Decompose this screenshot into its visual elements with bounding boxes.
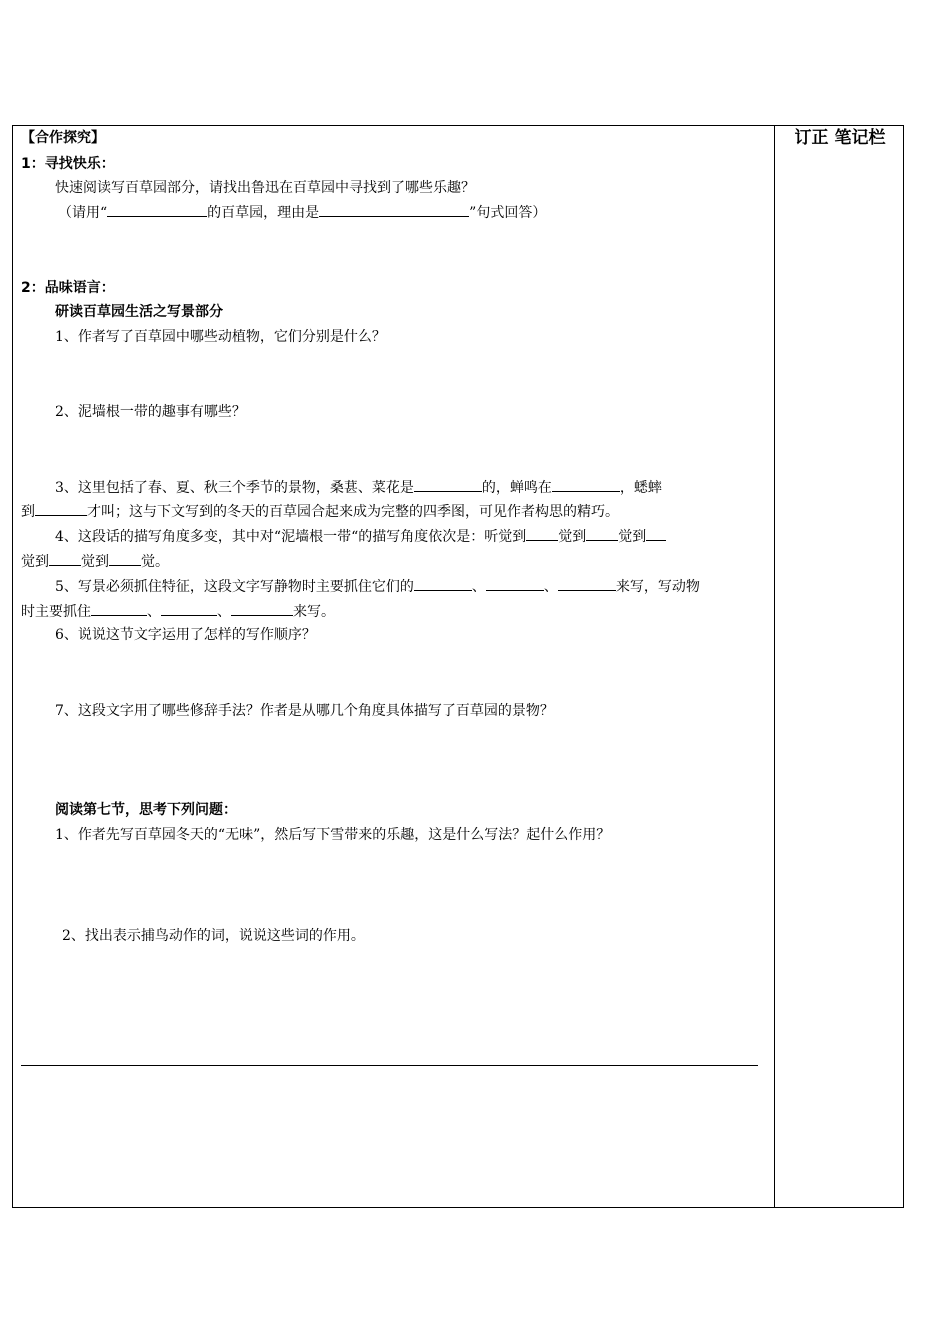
q4-text-e: 觉到 xyxy=(81,554,109,570)
answer-blank[interactable] xyxy=(414,576,472,591)
column-divider xyxy=(774,125,775,1208)
q4-text-b: 觉到 xyxy=(558,529,587,545)
answer-blank[interactable] xyxy=(414,477,482,492)
part2-question-4-line1 xyxy=(55,526,666,547)
q3-text-a: 3、这里包括了春、夏、秋三个季节的景物，桑葚、菜花是 xyxy=(55,480,414,496)
answer-blank[interactable] xyxy=(161,601,217,616)
part2-question-5-line1 xyxy=(55,576,700,597)
answer-blank[interactable] xyxy=(586,526,618,541)
q3-text-b: 的，蝉鸣在 xyxy=(481,480,552,496)
q3-text-c: ，蟋蟀 xyxy=(619,480,662,496)
answer-blank[interactable] xyxy=(558,576,616,591)
q5-separator: 、 xyxy=(147,604,161,620)
q5-separator: 、 xyxy=(471,579,486,595)
q4-text-f: 觉。 xyxy=(141,554,169,570)
part2-question-5-line2 xyxy=(21,601,335,622)
part2-question-3-line2 xyxy=(21,501,619,522)
horizontal-rule xyxy=(21,1065,758,1066)
worksheet-table xyxy=(12,125,904,1208)
section-header: 【合作探究】 xyxy=(21,130,105,146)
answer-blank[interactable] xyxy=(319,202,469,217)
hint-text-c: ”句式回答） xyxy=(469,205,547,221)
part2-title: 2：品味语言： xyxy=(21,280,115,296)
answer-blank[interactable] xyxy=(35,501,87,516)
hint-text-a: （请用“ xyxy=(58,205,108,221)
part2-question-2: 2、泥墙根一带的趣事有哪些？ xyxy=(55,404,246,420)
part2-question-7: 7、这段文字用了哪些修辞手法？作者是从哪几个角度具体描写了百草园的景物？ xyxy=(55,703,554,719)
part2-question-3-line1 xyxy=(55,477,662,498)
answer-blank[interactable] xyxy=(526,526,558,541)
part1-question: 快速阅读写百草园部分，请找出鲁迅在百草园中寻找到了哪些乐趣？ xyxy=(55,180,475,196)
q5-text-b: 来写，写动物 xyxy=(615,579,700,595)
answer-blank[interactable] xyxy=(109,551,141,566)
part3-question-1: 1、作者先写百草园冬天的“无味”，然后写下雪带来的乐趣，这是什么写法？起什么作用？ xyxy=(55,827,611,843)
q4-text-d: 觉到 xyxy=(21,554,49,570)
answer-blank[interactable] xyxy=(231,601,293,616)
hint-text-b: 的百草园，理由是 xyxy=(207,205,320,221)
q4-text-a: 4、这段话的描写角度多变，其中对“泥墙根一带“的描写角度依次是：听觉到 xyxy=(55,529,527,545)
answer-blank[interactable] xyxy=(552,477,620,492)
part2-question-4-line2 xyxy=(21,551,169,572)
part1-title: 1：寻找快乐： xyxy=(21,156,115,172)
part2-question-6: 6、说说这节文字运用了怎样的写作顺序？ xyxy=(55,627,316,643)
part3-title: 阅读第七节，思考下列问题： xyxy=(55,802,237,818)
part2-question-1: 1、作者写了百草园中哪些动植物，它们分别是什么？ xyxy=(55,329,386,345)
q5-separator: 、 xyxy=(217,604,231,620)
part3-question-2: 2、找出表示捕鸟动作的词，说说这些词的作用。 xyxy=(62,928,365,944)
answer-blank[interactable] xyxy=(646,526,666,541)
q5-text-a: 5、写景必须抓住特征，这段文字写静物时主要抓住它们的 xyxy=(55,579,414,595)
q3-text-d: 到 xyxy=(21,504,35,520)
q3-text-e: 才叫；这与下文写到的冬天的百草园合起来成为完整的四季图，可见作者构思的精巧。 xyxy=(87,504,619,520)
answer-blank[interactable] xyxy=(107,202,207,217)
answer-blank[interactable] xyxy=(49,551,81,566)
answer-blank[interactable] xyxy=(91,601,147,616)
sidebar-title: 订正 笔记栏 xyxy=(794,128,886,148)
q5-text-c: 时主要抓住 xyxy=(21,604,91,620)
q5-separator: 、 xyxy=(543,579,558,595)
part1-hint xyxy=(58,202,546,223)
answer-blank[interactable] xyxy=(486,576,544,591)
q4-text-c: 觉到 xyxy=(618,529,647,545)
part2-subtitle: 研读百草园生活之写景部分 xyxy=(55,304,223,320)
q5-text-d: 来写。 xyxy=(293,604,335,620)
